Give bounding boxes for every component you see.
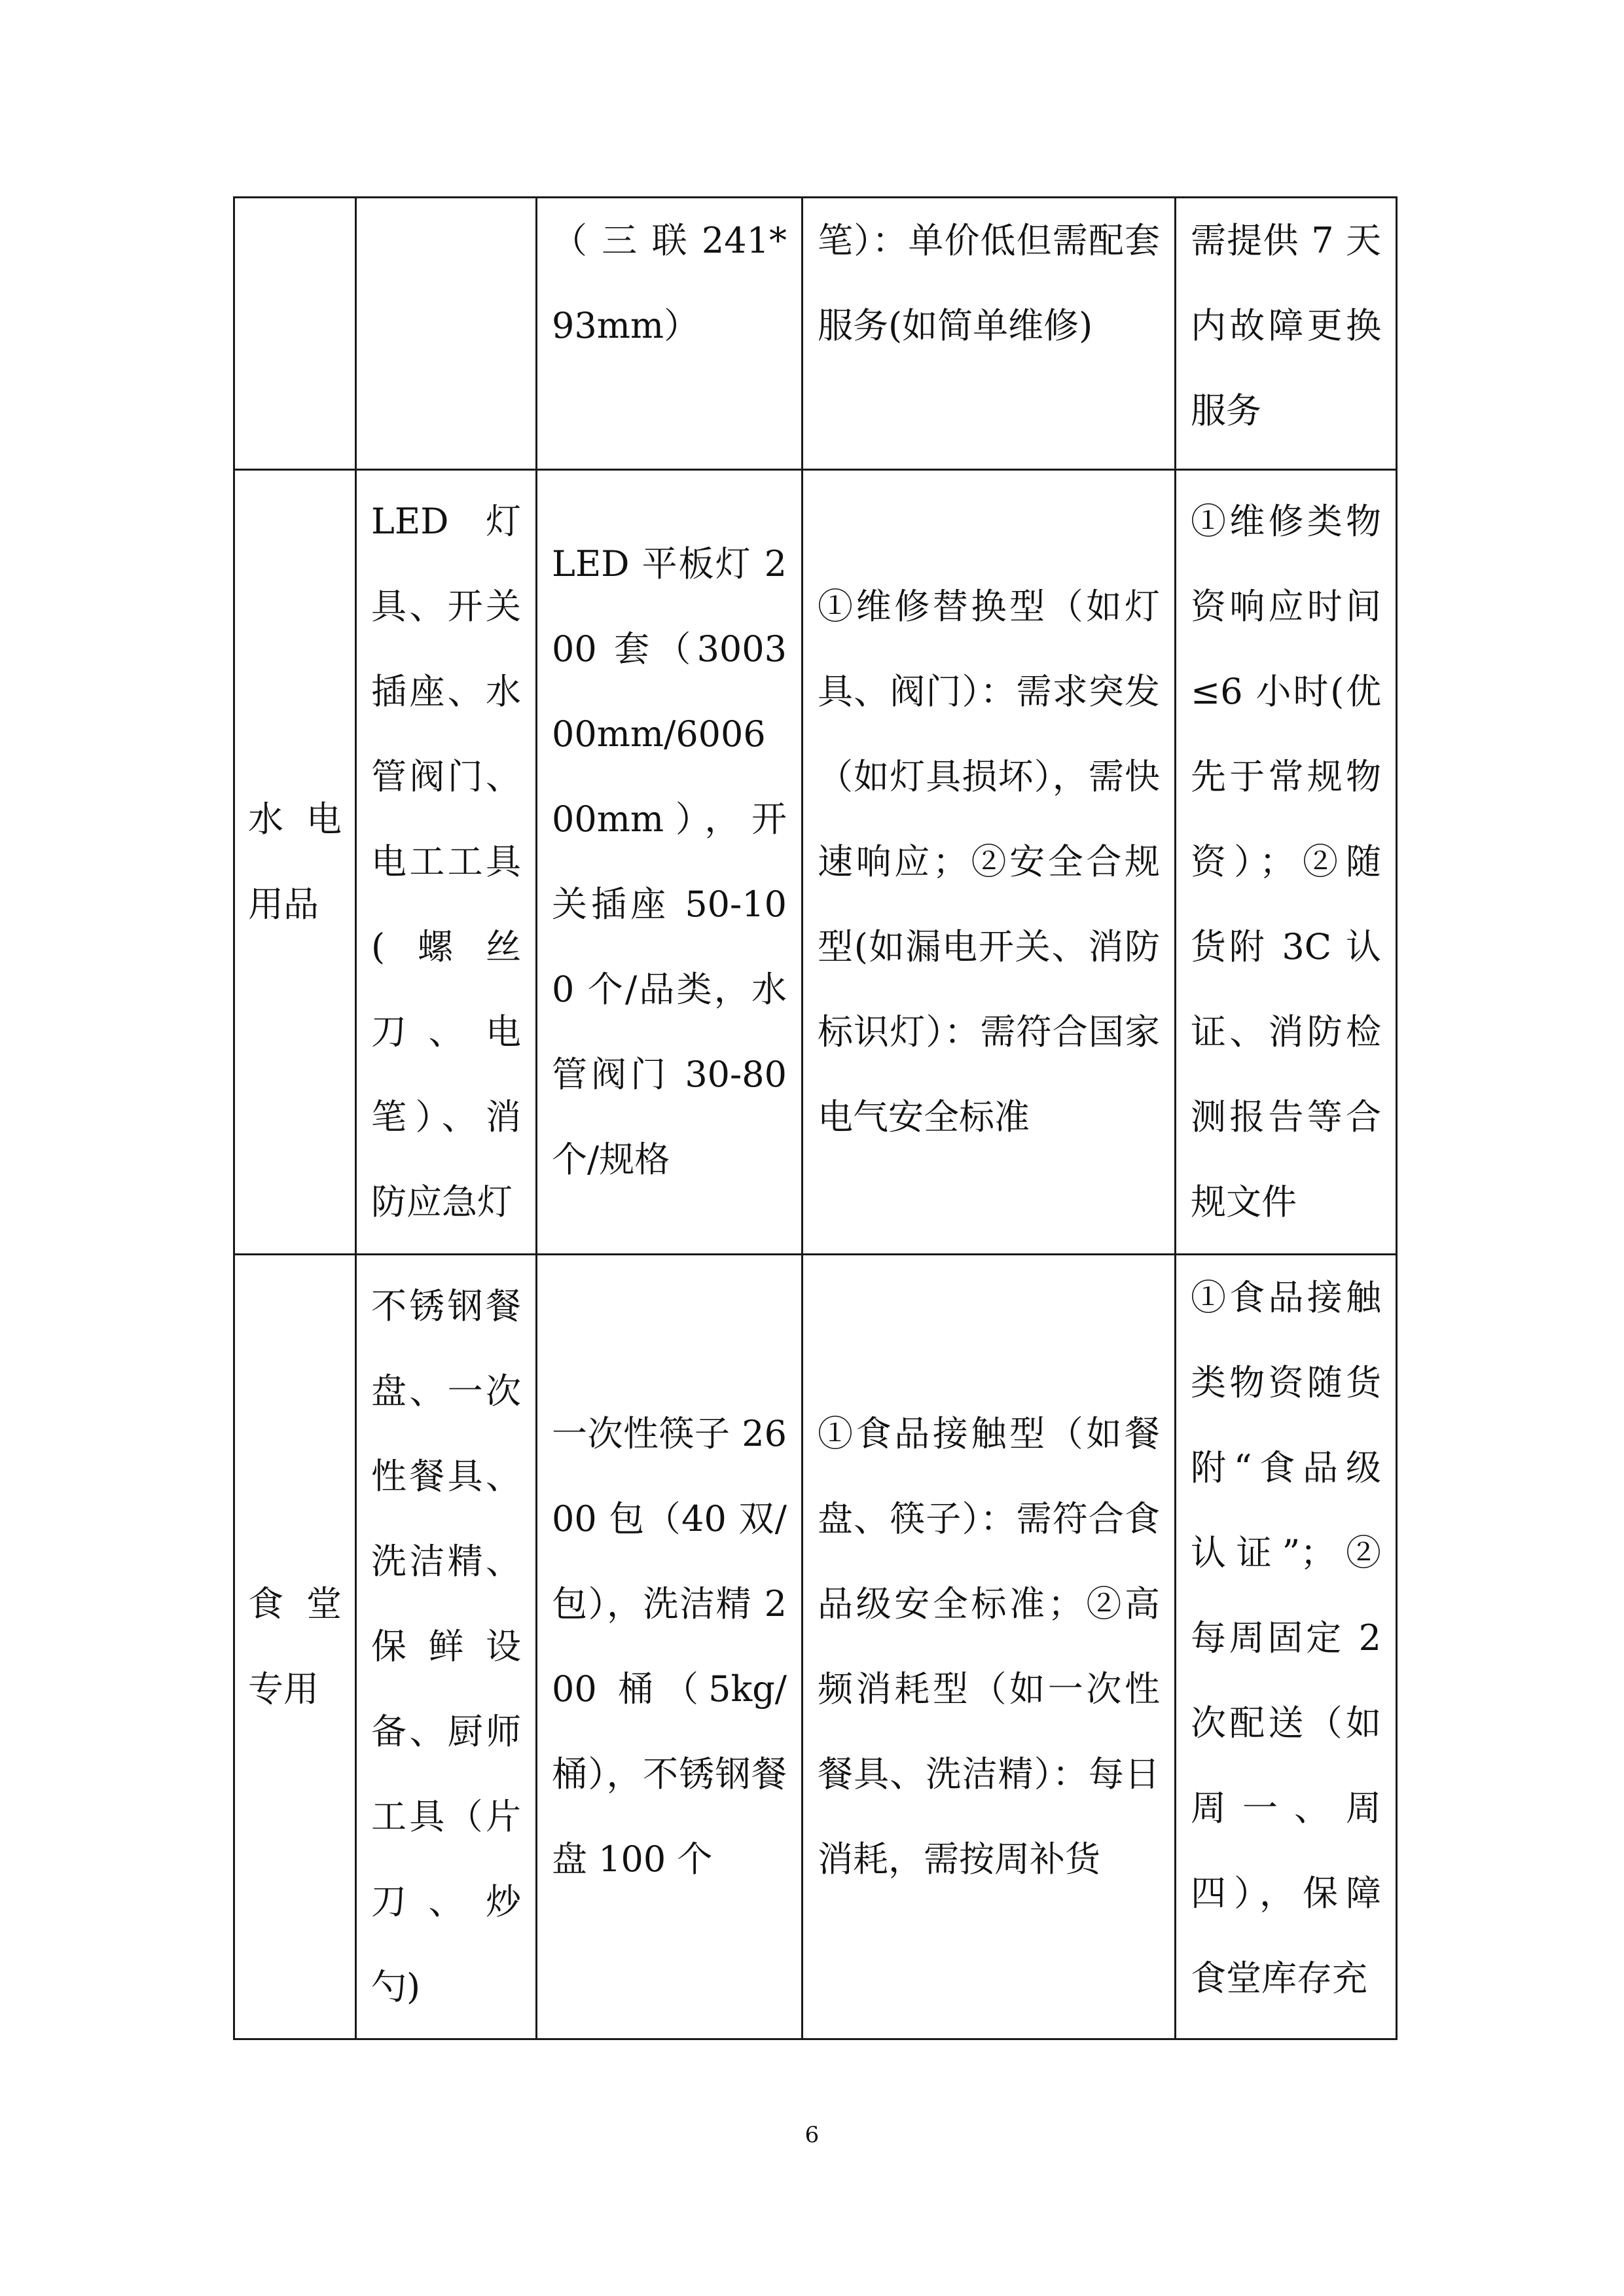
features-cell: 笔）：单价低但需配套服务(如简单维修)	[803, 198, 1176, 470]
table-row	[234, 198, 1397, 470]
page-number: 6	[804, 2122, 820, 2148]
requirements-cell: 需提供 7 天内故障更换服务	[1176, 198, 1397, 470]
items-cell: 不锈钢餐盘、一次性餐具、洗洁精、保鲜设备、厨师工具（片刀、炒勺)	[356, 1255, 537, 2039]
procurement-table	[233, 196, 1398, 2040]
category-cell	[234, 198, 356, 470]
items-cell	[356, 198, 537, 470]
features-cell: ①食品接触型（如餐盘、筷子）：需符合食品级安全标准；②高频消耗型（如一次性餐具、洗洁精）：每日消耗，需按周补货	[803, 1255, 1176, 2039]
spec-cell: 一次性筷子 2600 包（40 双/包），洗洁精 200 桶（5kg/桶），不锈钢餐盘 100 个	[537, 1255, 803, 2039]
items-cell: LED 灯具、开关插座、水管阀门、电工工具(螺丝刀、电笔）、消防应急灯	[356, 470, 537, 1255]
category-cell: 水电用品	[234, 470, 356, 1255]
spec-cell: LED 平板灯 200 套（300300mm/600600mm），开关插座 50-100 个/品类，水管阀门 30-80 个/规格	[537, 470, 803, 1255]
features-cell: ①维修替换型（如灯具、阀门）：需求突发（如灯具损坏），需快速响应；②安全合规型(如漏电开关、消防标识灯）：需符合国家电气安全标准	[803, 470, 1176, 1255]
table-row	[234, 1255, 1397, 2039]
requirements-cell: ①食品接触类物资随货附“食品级认证”；②每周固定 2 次配送（如周一、周四），保障食堂库存充	[1176, 1255, 1397, 2039]
spec-cell: （ 三 联 241*93mm）	[537, 198, 803, 470]
category-cell: 食堂专用	[234, 1255, 356, 2039]
table-row	[234, 470, 1397, 1255]
requirements-cell: ①维修类物资响应时间≤6 小时(优先于常规物资）；②随货附 3C 认证、消防检测报告等合规文件	[1176, 470, 1397, 1255]
